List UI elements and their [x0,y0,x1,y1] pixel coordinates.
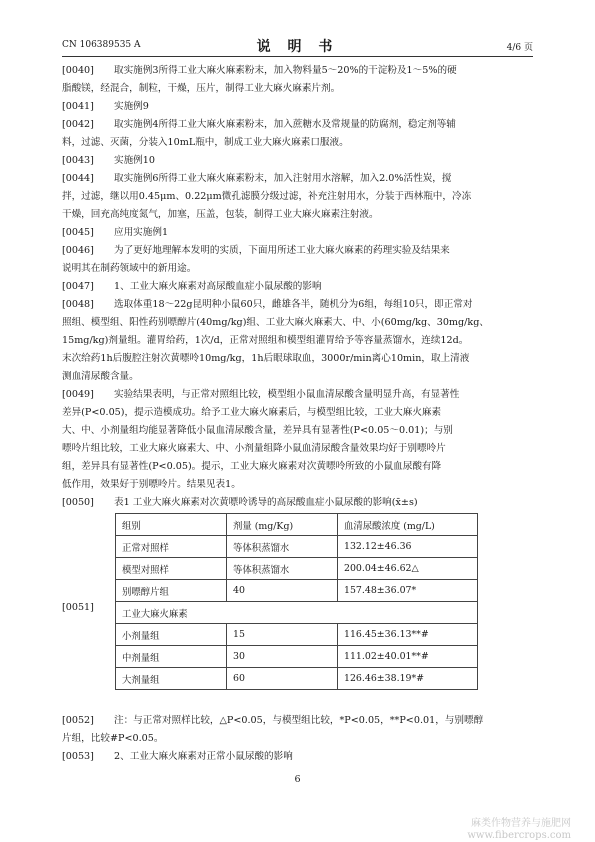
paragraph-line: 说明其在制药领域中的新用途。 [62,263,197,274]
results-table [115,513,478,690]
paragraph-text: 应用实施例1 [114,227,169,238]
paragraph-line: 末次给药1h后腹腔注射次黄嘌呤10mg/kg，1h后眼球取血，3000r/min离心10min，取上清液 [62,353,470,364]
table-row [116,668,478,690]
table-cell: 别嘌醇片组 [116,580,227,602]
table-cell: 60 [227,668,338,690]
paragraph-text: 为了更好地理解本发明的实质，下面用所述工业大麻火麻素的药理实验及结果来 [114,245,450,256]
paragraph-tag: [0047] [62,281,94,292]
table-cell: 正常对照样 [116,536,227,558]
watermark-line: www.fibercrops.com [467,830,571,841]
paragraph-text: 2、工业大麻火麻素对正常小鼠尿酸的影响 [114,751,293,762]
table-header-row [116,514,478,536]
paragraph-tag: [0053] [62,751,94,762]
paragraph-first-line [62,242,552,260]
paragraph-tag: [0040] [62,65,94,76]
paragraph-line: 脂酸镁，经混合，制粒，干燥，压片，制得工业大麻火麻素片剂。 [62,83,341,94]
paragraph-tag: [0046] [62,245,94,256]
table-cell: 小剂量组 [116,624,227,646]
paragraph-first-line [62,278,552,296]
table-cell: 等体积蒸馏水 [227,558,338,580]
page-count: 4/6 页 [506,43,533,53]
paragraph-line: 大、中、小剂量组均能显著降低小鼠血清尿酸含量，差异具有显著性(P<0.05～0.01)；与别 [62,425,453,436]
table-row [116,580,478,602]
paragraph-tag: [0048] [62,299,94,310]
paragraph-text: 表1 工业大麻火麻素对次黄嘌呤诱导的高尿酸血症小鼠尿酸的影响(x̄±s) [114,497,418,508]
table-header-cell: 组别 [116,514,227,536]
table-paragraph-tag: [0051] [62,602,94,613]
paragraph-line: 照组、模型组、阳性药别嘌醇片(40mg/kg)组、工业大麻火麻素大、中、小(60mg/kg、30mg/kg、 [62,317,489,328]
paragraph-line: 组，差异具有显著性(P<0.05)。提示，工业大麻火麻素对次黄嘌呤所致的小鼠血尿酸有降 [62,461,442,472]
watermark [467,818,571,842]
table-row [116,558,478,580]
table-header-cell: 剂量 (mg/Kg) [227,514,338,536]
table-row [116,646,478,668]
paragraph-text: 实验结果表明，与正常对照组比较，模型组小鼠血清尿酸含量明显升高，有显著性 [114,389,460,400]
paragraph-first-line [62,386,552,404]
paragraph-text: 取实施例4所得工业大麻火麻素粉末，加入蔗糖水及常规量的防腐剂，稳定剂等辅 [114,119,456,130]
paragraph-line: 干燥，回充高纯度氮气，加塞，压盖，包装，制得工业大麻火麻素注射液。 [62,209,379,220]
table-row [116,536,478,558]
watermark-line: 麻类作物营养与施肥网 [471,818,571,829]
paragraph-tag: [0042] [62,119,94,130]
paragraph-text: 取实施例6所得工业大麻火麻素粉末，加入注射用水溶解，加入2.0%活性炭，搅 [114,173,452,184]
paragraph-line: 片组，比较#P<0.05。 [62,733,164,744]
table-cell: 116.45±36.13**# [338,624,478,646]
paragraph-text: 取实施例3所得工业大麻火麻素粉末，加入物料量5～20%的干淀粉及1～5%的硬 [114,65,457,76]
table-row [116,602,478,624]
paragraph-tag: [0050] [62,497,94,508]
table-cell: 30 [227,646,338,668]
paragraph-line: 料，过滤、灭菌，分装入10mL瓶中，制成工业大麻火麻素口服液。 [62,137,349,148]
paragraph-text: 选取体重18～22g昆明种小鼠60只，雌雄各半，随机分为6组，每组10只，即正常对 [114,299,473,310]
paragraph-first-line [62,98,552,116]
table-row [116,624,478,646]
table-header-cell: 血清尿酸浓度 (mg/L) [338,514,478,536]
table-cell: 200.04±46.62△ [338,558,478,580]
paragraph-first-line [62,296,552,314]
table-cell: 模型对照样 [116,558,227,580]
paragraph-tag: [0045] [62,227,94,238]
page-number: 6 [294,774,301,785]
paragraph-tag: [0043] [62,155,94,166]
paragraph-first-line [62,748,552,766]
paragraph-text: 注：与正常对照样比较，△P<0.05，与模型组比较，*P<0.05，**P<0.01，与别嘌醇 [114,715,484,726]
paragraph-line: 嘌呤片组比较，工业大麻火麻素大、中、小剂量组降小鼠血清尿酸含量效果均好于别嘌呤片 [62,443,446,454]
table-cell: 126.46±38.19*# [338,668,478,690]
paragraph-line: 差异(P<0.05)，提示造模成功。给予工业大麻火麻素后，与模型组比较，工业大麻火麻素 [62,407,442,418]
header-rule [62,56,533,57]
table-cell: 等体积蒸馏水 [227,536,338,558]
paragraph-first-line [62,116,552,134]
paragraph-tag: [0044] [62,173,94,184]
paragraph-line: 低作用，效果好于别嘌呤片。结果见表1。 [62,479,241,490]
table-cell: 111.02±40.01**# [338,646,478,668]
paragraph-tag: [0052] [62,715,94,726]
table-cell: 15 [227,624,338,646]
paragraph-first-line [62,152,552,170]
paragraph-tag: [0049] [62,389,94,400]
paragraph-text: 实施例9 [114,101,149,112]
paragraph-text: 实施例10 [114,155,155,166]
page-title: 说 明 书 [256,39,339,55]
paragraph-first-line [62,62,552,80]
paragraph-tag: [0041] [62,101,94,112]
table-cell: 大剂量组 [116,668,227,690]
paragraph-first-line [62,224,552,242]
table-group-cell: 工业大麻火麻素 [116,602,478,624]
page-header [62,36,533,54]
paragraph-line: 15mg/kg)剂量组。灌胃给药，1次/d，正常对照组和模型组灌胃给予等容量蒸馏水，连续12d。 [62,335,469,346]
table-cell: 157.48±36.07* [338,580,478,602]
table-cell: 40 [227,580,338,602]
paragraph-line: 测血清尿酸含量。 [62,371,139,382]
paragraph-line: 拌，过滤，继以用0.45μm、0.22μm微孔滤膜分级过滤，补充注射用水，分装于西林瓶中，冷冻 [62,191,472,202]
table-cell: 132.12±46.36 [338,536,478,558]
paragraph-first-line [62,170,552,188]
patent-number: CN 106389535 A [62,40,141,50]
paragraph-text: 1、工业大麻火麻素对高尿酸血症小鼠尿酸的影响 [114,281,322,292]
table-cell: 中剂量组 [116,646,227,668]
paragraph-first-line [62,494,552,512]
paragraph-first-line [62,712,552,730]
